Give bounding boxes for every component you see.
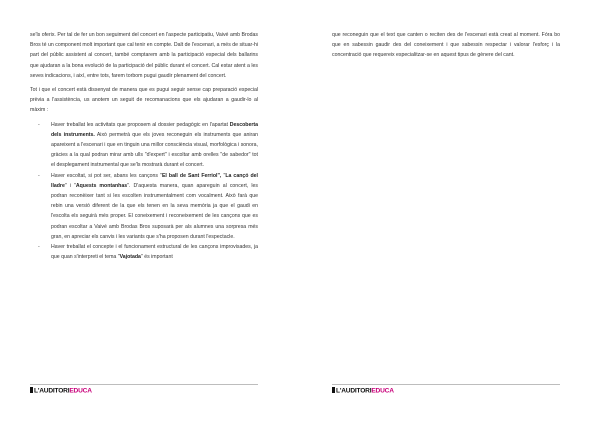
list-item [30, 242, 258, 262]
bullet-dash: - [38, 172, 40, 179]
text: " [221, 172, 226, 179]
paragraph: Tot i que el concert està dissenyat de manera que es pugui seguir sense cap preparació especial prèvia a l'assistència, us anotem un seguit de recomanacions que els ajudaran a gaudir-lo al màxim : [30, 87, 258, 114]
bullet-dash: - [38, 244, 40, 251]
logo-text-educa: EDUCA [371, 387, 394, 395]
bold-text: Aquests montanhas [75, 182, 128, 189]
logo-mark-icon [332, 387, 335, 393]
page-footer [30, 384, 258, 398]
text: Haver treballat les activitats que proposem al dossier pedagògic en l'apartat [51, 121, 230, 128]
text: Haver treballat el concepte i el funcionament estructural de les cançons improvisades, ja que quan s'interpreti el tema " [51, 244, 258, 261]
logo-mark-icon [30, 387, 33, 393]
text: Això permetrà que els joves reconeguin els instruments que aniran apareixent a l'escenari i que en tinguin una millor consciència visual, morfològica i sonora, gràcies a la qual podran mirar amb ulls "d'expert" i escoltar amb orelles "de sabedor" tot el desplegament instrumental que se'ls mostrarà durant el concert. [51, 131, 259, 169]
auditori-educa-logo [332, 387, 394, 395]
text: ". D'aquesta manera, quan apareguin al concert, les podran reconèixer tant si les escolten instrumentalment com vocalment. Això farà que rebin una versió diferent de la que els tenen en la seva memòria ja que el gaudi en l'escolta els seguirà més proper. El coneixement i reconeixement de les cançons que es podran escoltar a Vaivé amb Brodas Bros suposarà per als alumnes una sorpresa més gran, en apreciar els canvis i les variants que s'ha proposen durant l'espectacle. [51, 182, 259, 240]
right-page [300, 0, 600, 424]
logo-text-auditori: L'AUDITORI [336, 387, 372, 395]
bold-text: Descoberta dels instruments. [51, 121, 258, 138]
paragraph: se'ls oferix. Per tal de fer un bon seguiment del concert en l'aspecte participatiu, Vaivé amb Brodas Bros té un component molt important que cal tenir en compte. Dalt de l'escenari, a més de situar-hi part del públic assistent al concert, també comptarem amb la participació especial dels ballarins que ajudaran a la bona evolució de la participació del públic durant el concert. Cal estar atent a les seves indicacions, i així, entre tots, farem torbom pugui gaudir plenament del concert. [30, 32, 258, 79]
bold-text: Vajotada [119, 254, 141, 261]
auditori-educa-logo [30, 387, 92, 395]
footer-divider [332, 384, 560, 385]
right-text-column [332, 30, 560, 65]
list-item [30, 120, 258, 171]
text: Haver escoltat, si pot ser, abans les cançons " [51, 172, 162, 179]
footer-divider [30, 384, 258, 385]
list-item [30, 171, 258, 242]
left-text-column [30, 30, 258, 262]
recommendations-list [30, 120, 258, 263]
bold-text: El ball de Sant Ferriol", [161, 172, 222, 179]
logo-text-educa: EDUCA [69, 387, 92, 395]
bullet-dash: - [38, 121, 40, 128]
bold-text: La cançó del lladre [51, 172, 258, 189]
page-footer [332, 384, 560, 398]
text: " i " [64, 182, 76, 189]
paragraph: que reconeguin que el text que canten o reciten des de l'escenari està creat al moment. Fóra bo que en sabessin gaudir des del coneixement i que sabessin respectar i valorar l'esforç i la concentració que requereix especialitzar-se en aquest tipus de gènere del cant. [332, 32, 560, 59]
logo-text-auditori: L'AUDITORI [34, 387, 70, 395]
text: " és important [140, 254, 173, 261]
